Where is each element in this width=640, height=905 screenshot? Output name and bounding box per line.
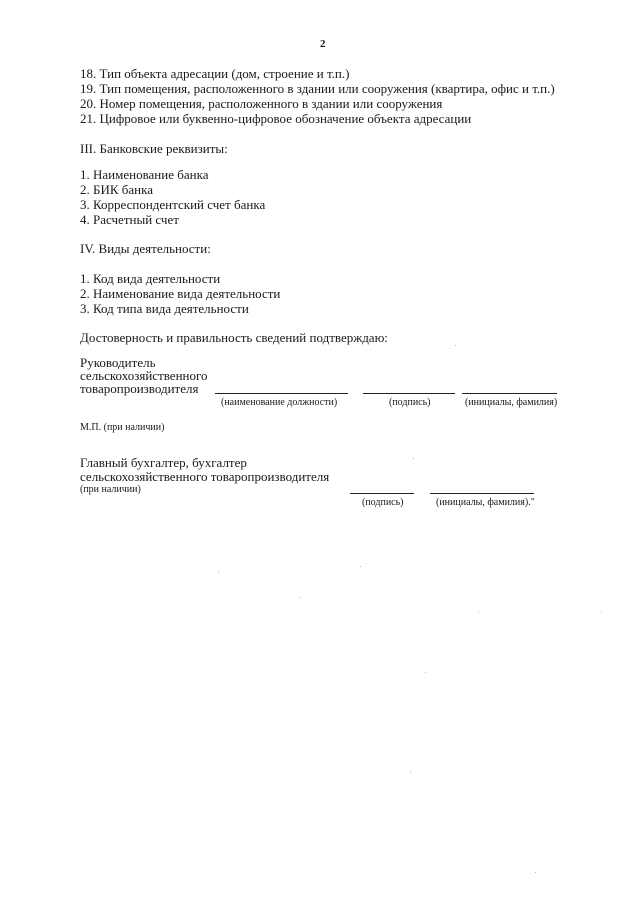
bank-section-heading: III. Банковские реквизиты: (80, 141, 228, 156)
bank-item: 3. Корреспондентский счет банка (80, 197, 266, 212)
accountant-name-caption: (инициалы, фамилия)." (436, 497, 535, 508)
accountant-label: сельскохозяйственного товаропроизводителя (80, 469, 330, 484)
head-label: сельскохозяйственного (80, 368, 208, 383)
name-caption: (инициалы, фамилия) (465, 397, 558, 408)
scan-speck (478, 611, 479, 612)
accountant-note: (при наличии) (80, 484, 141, 495)
confirmation-statement: Достоверность и правильность сведений подтверждаю: (80, 330, 388, 345)
accountant-signature-caption: (подпись) (362, 497, 404, 508)
activity-item: 2. Наименование вида деятельности (80, 286, 281, 301)
signature-caption: (подпись) (389, 397, 431, 408)
bank-item: 1. Наименование банка (80, 167, 209, 182)
page-number: 2 (320, 38, 326, 50)
accountant-label: Главный бухгалтер, бухгалтер (80, 455, 247, 470)
scan-speck (218, 572, 219, 573)
name-line (462, 393, 557, 394)
scan-speck (455, 345, 456, 346)
accountant-signature-line (350, 493, 414, 494)
activity-item: 1. Код вида деятельности (80, 271, 221, 286)
signature-line (363, 393, 455, 394)
address-item: 21. Цифровое или буквенно-цифровое обозначение объекта адресации (80, 111, 472, 126)
scan-speck (601, 611, 602, 612)
activity-item: 3. Код типа вида деятельности (80, 301, 249, 316)
scan-speck (535, 872, 536, 873)
scan-speck (410, 771, 411, 772)
bank-item: 2. БИК банка (80, 182, 154, 197)
accountant-name-line (430, 493, 534, 494)
activity-section-heading: IV. Виды деятельности: (80, 241, 211, 256)
bank-item: 4. Расчетный счет (80, 212, 179, 227)
stamp-label: М.П. (при наличии) (80, 422, 165, 433)
head-label: товаропроизводителя (80, 381, 199, 396)
scan-speck (413, 458, 414, 459)
scan-speck (360, 566, 361, 567)
address-item: 20. Номер помещения, расположенного в здании или сооружения (80, 96, 443, 111)
scan-speck (425, 672, 426, 673)
position-line (215, 393, 348, 394)
head-label: Руководитель (80, 355, 156, 370)
scan-speck (300, 597, 301, 598)
address-item: 18. Тип объекта адресации (дом, строение и т.п.) (80, 66, 350, 81)
position-caption: (наименование должности) (221, 397, 338, 408)
address-item: 19. Тип помещения, расположенного в здании или сооружения (квартира, офис и т.п.) (80, 81, 555, 96)
